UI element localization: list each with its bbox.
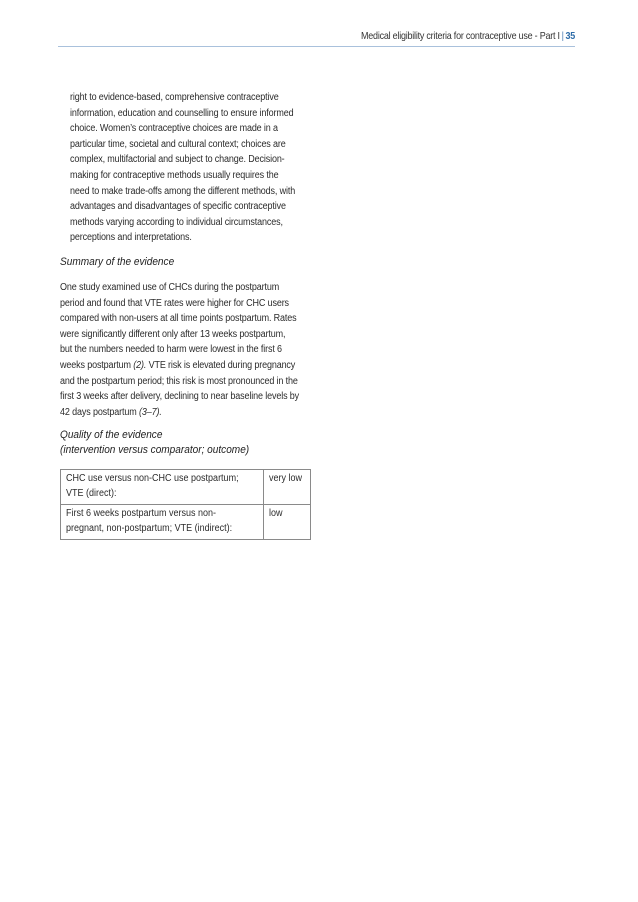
text-line: were significantly different only after 13 weeks postpartum, (60, 328, 286, 340)
text-line: need to make trade-offs among the different methods, with (70, 185, 296, 197)
quality-subtitle: (intervention versus comparator; outcome) (60, 444, 250, 456)
rating-value: low (268, 508, 283, 519)
running-title: Medical eligibility criteria for contraceptive use - Part I (361, 31, 560, 42)
text-line (60, 358, 299, 374)
citation-ref: (3–7). (138, 406, 162, 418)
text-line: particular time, societal and cultural context; choices are (70, 138, 286, 150)
text-line: One study examined use of CHCs during the postpartum (60, 282, 280, 293)
text-line: period and found that VTE rates were higher for CHC users (60, 297, 289, 309)
table-row (61, 505, 311, 540)
text-line: first 3 weeks after delivery, declining to near baseline levels by (60, 391, 300, 403)
text-line: information, education and counselling to ensure informed (70, 107, 294, 119)
text-line: making for contraceptive methods usually requires the (70, 169, 279, 181)
evidence-quality-table (60, 469, 311, 540)
text-fragment: weeks postpartum (60, 359, 134, 371)
citation-ref: (2). (133, 359, 147, 371)
text-line: advantages and disadvantages of specific contraceptive (70, 201, 286, 213)
text-line: right to evidence-based, comprehensive contraceptive (70, 92, 279, 103)
cell-line: First 6 weeks postpartum versus non- (66, 508, 217, 519)
text-line: choice. Women’s contraceptive choices are made in a (70, 123, 278, 135)
comparison-cell (61, 470, 264, 505)
summary-paragraph (60, 280, 326, 420)
quality-title: Quality of the evidence (60, 429, 163, 441)
header-separator: | (561, 31, 564, 42)
text-line: compared with non-users at all time points postpartum. Rates (60, 313, 297, 325)
cell-line: VTE (direct): (66, 487, 117, 499)
text-fragment: VTE risk is elevated during pregnancy (146, 359, 296, 371)
rating-value: very low (268, 473, 302, 484)
text-fragment: 42 days postpartum (60, 406, 139, 418)
continued-paragraph (70, 90, 320, 246)
text-line: complex, multifactorial and subject to change. Decision- (70, 154, 285, 166)
cell-line: pregnant, non-postpartum; VTE (indirect): (66, 522, 233, 534)
text-line: methods varying according to individual circumstances, (70, 216, 283, 228)
running-header (120, 31, 575, 42)
rating-cell (263, 470, 311, 505)
table-row (61, 470, 311, 505)
comparison-cell (61, 505, 264, 540)
rating-cell (263, 505, 311, 540)
summary-heading: Summary of the evidence (60, 256, 175, 268)
text-line: perceptions and interpretations. (70, 232, 192, 244)
cell-line: CHC use versus non-CHC use postpartum; (66, 473, 239, 484)
page-number: 35 (565, 31, 575, 42)
text-line: and the postpartum period; this risk is most pronounced in the (60, 375, 298, 387)
text-line: but the numbers needed to harm were lowest in the first 6 (60, 344, 282, 356)
header-rule (58, 46, 575, 47)
text-line (60, 405, 299, 421)
quality-heading (60, 428, 249, 458)
